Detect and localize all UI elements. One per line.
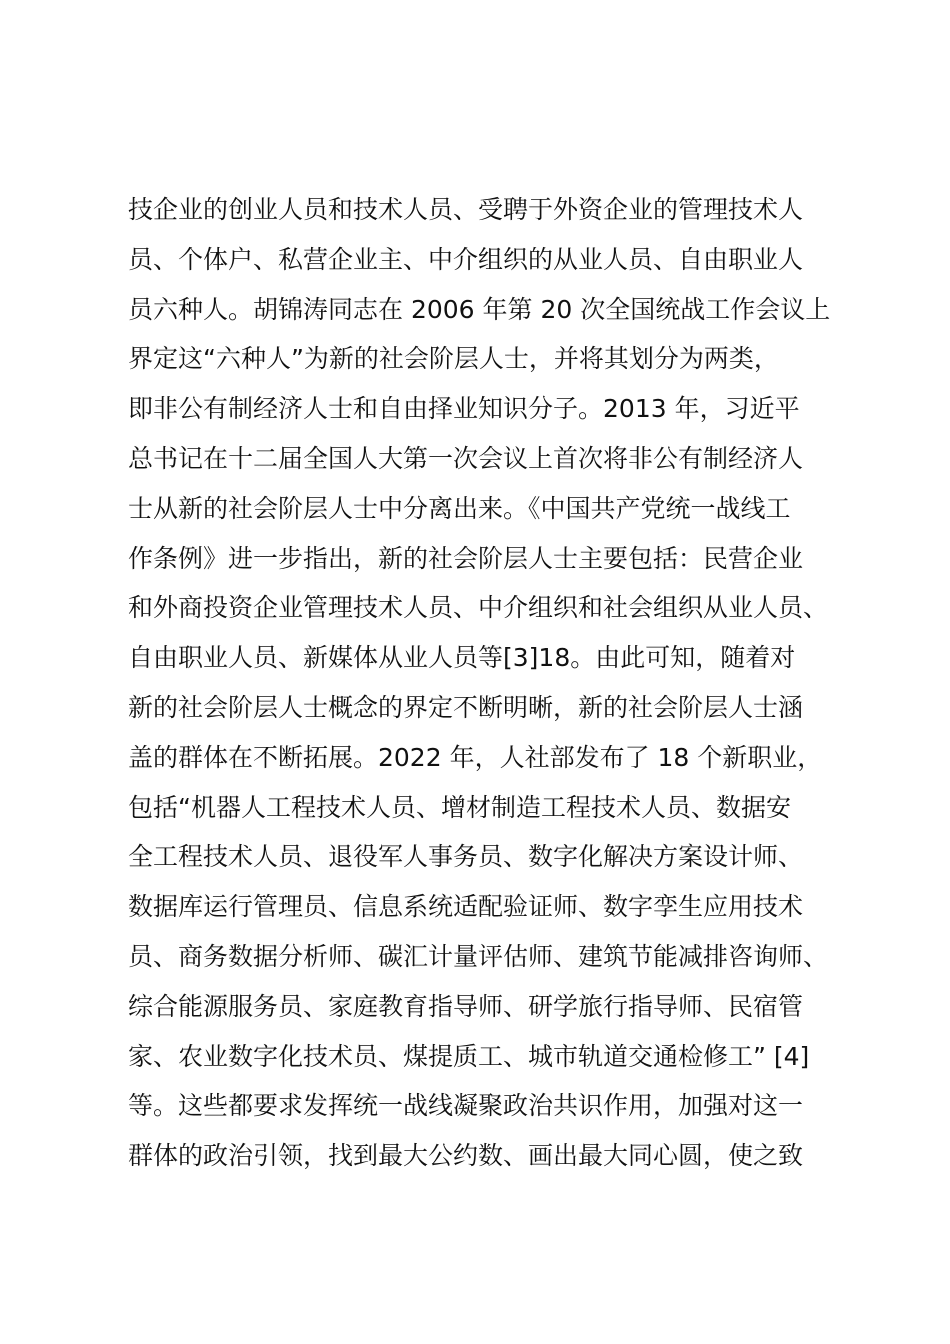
- text-line: 士从新的社会阶层人士中分离出来。《中国共产党统一战线工: [128, 493, 791, 523]
- text-line: 盖的群体在不断拓展。2022 年，人社部发布了 18 个新职业，: [128, 742, 823, 772]
- text-line: 员六种人。胡锦涛同志在 2006 年第 20 次全国统战工作会议上: [128, 294, 831, 324]
- text-line: 群体的政治引领，找到最大公约数、画出最大同心圆，使之致: [128, 1141, 804, 1171]
- text-line: 员、个体户、私营企业主、中介组织的从业人员、自由职业人: [128, 244, 804, 274]
- text-line: 作条例》进一步指出，新的社会阶层人士主要包括：民营企业: [128, 543, 804, 573]
- text-line: 包括“机器人工程技术人员、增材制造工程技术人员、数据安: [128, 792, 791, 822]
- text-line: 家、农业数字化技术员、煤提质工、城市轨道交通检修工” [4]: [128, 1041, 810, 1071]
- text-line: 新的社会阶层人士概念的界定不断明晰，新的社会阶层人士涵: [128, 692, 804, 722]
- text-line: 总书记在十二届全国人大第一次会议上首次将非公有制经济人: [128, 443, 804, 473]
- text-line: 和外商投资企业管理技术人员、中介组织和社会组织从业人员、: [128, 593, 829, 623]
- text-line: 员、商务数据分析师、碳汇计量评估师、建筑节能减排咨询师、: [128, 941, 829, 971]
- text-line: 等。这些都要求发挥统一战线凝聚政治共识作用，加强对这一: [128, 1091, 804, 1121]
- text-line: 技企业的创业人员和技术人员、受聘于外资企业的管理技术人: [128, 195, 804, 224]
- body-paragraph: [128, 185, 848, 1181]
- text-line: 自由职业人员、新媒体从业人员等[3]18。由此可知，随着对: [128, 643, 796, 673]
- text-line: 综合能源服务员、家庭教育指导师、研学旅行指导师、民宿管: [128, 991, 804, 1021]
- text-line: 即非公有制经济人士和自由择业知识分子。2013 年，习近平: [128, 394, 800, 424]
- text-line: 全工程技术人员、退役军人事务员、数字化解决方案设计师、: [128, 842, 804, 872]
- text-line: 数据库运行管理员、信息系统适配验证师、数字孪生应用技术: [128, 892, 804, 922]
- text-line: 界定这“六种人”为新的社会阶层人士，并将其划分为两类，: [128, 344, 779, 374]
